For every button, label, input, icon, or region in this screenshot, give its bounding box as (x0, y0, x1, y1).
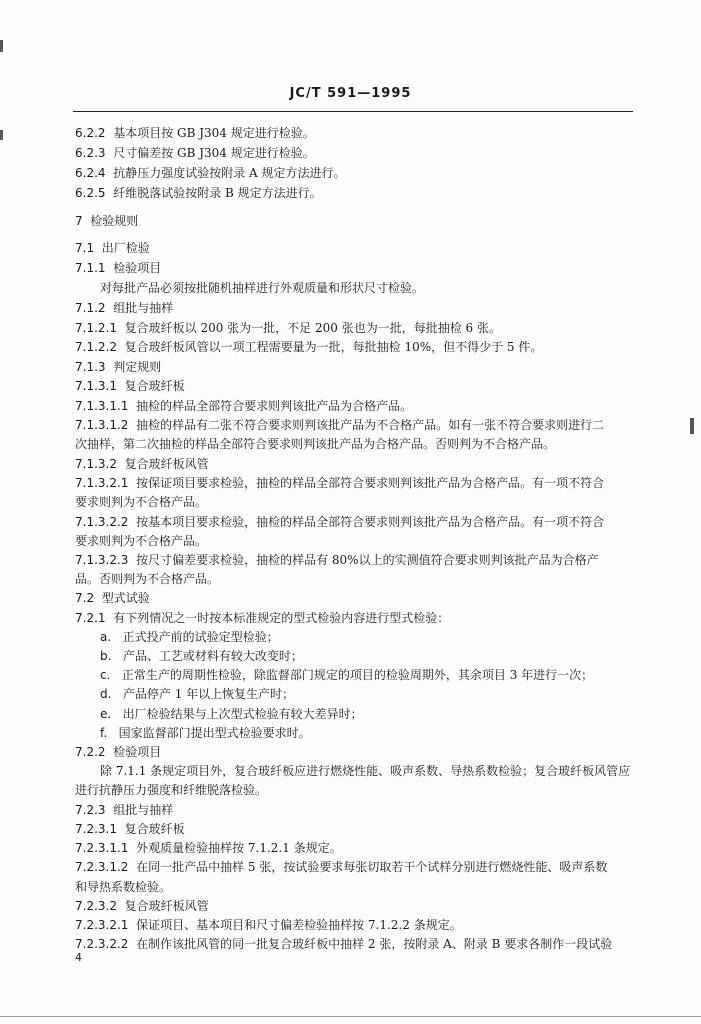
scan-edge-mark (0, 40, 3, 52)
scan-edge-mark (690, 418, 694, 434)
clause-line: 6.2.5 纤维脱落试验按附录 B 规定方法进行。 (75, 186, 322, 200)
clause-line: 7.1.3.1.2 抽检的样品有二张不符合要求则判该批产品为不合格产品。如有一张不符合要求则进行二 (75, 418, 605, 432)
standard-code-header: JC/T 591—1995 (289, 86, 412, 101)
clause-line: 7.1.3.2 复合玻纤板风管 (75, 457, 209, 471)
header-rule (73, 111, 633, 112)
page-number: 4 (75, 951, 82, 964)
body-text: 品。否则判为不合格产品。 (75, 572, 220, 586)
clause-line: 7.1.3.1.1 抽检的样品全部符合要求则判该批产品为合格产品。 (75, 399, 413, 413)
clause-line: 6.2.4 抗静压力强度试验按附录 A 规定方法进行。 (75, 166, 346, 180)
clause-line: 7.1.3.2.2 按基本项目要求检验，抽检的样品全部符合要求则判该批产品为合格产品。有一项不符合 (75, 515, 605, 529)
scan-edge-mark (0, 130, 3, 140)
section-heading: 7 检验规则 (75, 214, 139, 228)
clause-line: 7.1.3.2.3 按尺寸偏差要求检验，抽检的样品有 80%以上的实测值符合要求则判该批产品为合格产 (75, 553, 599, 567)
list-item: f. 国家监督部门提出型式检验要求时。 (100, 726, 311, 740)
clause-line: 7.2.3.1 复合玻纤板 (75, 822, 185, 836)
clause-line: 7.1.3.1 复合玻纤板 (75, 379, 185, 393)
list-item: c. 正常生产的周期性检验，除监督部门规定的项目的检验周期外，其余项目 3 年进行一次； (100, 668, 594, 682)
scan-bottom-edge (0, 1016, 701, 1017)
body-text: 进行抗静压力强度和纤维脱落检验。 (75, 783, 268, 797)
clause-line: 6.2.2 基本项目按 GB J304 规定进行检验。 (75, 126, 315, 140)
clause-line: 7.1.3.2.1 按保证项目要求检验，抽检的样品全部符合要求则判该批产品为合格产品。有一项不符合 (75, 476, 605, 490)
list-item: b. 产品、工艺或材料有较大改变时； (100, 649, 303, 663)
body-text: 和导热系数检验。 (75, 880, 172, 894)
body-text: 要求则判为不合格产品。 (75, 534, 208, 548)
clause-line: 7.1.2 组批与抽样 (75, 301, 174, 315)
clause-line: 7.1.2.1 复合玻纤板以 200 张为一批，不足 200 张也为一批，每批抽检 6 张。 (75, 321, 501, 335)
list-item: d. 产品停产 1 年以上恢复生产时； (100, 687, 295, 701)
list-item: a. 正式投产前的试验定型检验； (100, 630, 279, 644)
clause-line: 7.2.2 检验项目 (75, 745, 162, 759)
clause-line: 7.2.3 组批与抽样 (75, 803, 174, 817)
clause-line: 7.1 出厂检验 (75, 241, 150, 255)
clause-line: 7.1.1 检验项目 (75, 261, 162, 275)
body-text: 次抽样，第二次抽检的样品全部符合要求则判该批产品为合格产品。否则判为不合格产品。 (75, 437, 556, 451)
clause-line: 7.2.3.2 复合玻纤板风管 (75, 899, 209, 913)
clause-line: 7.1.3 判定规则 (75, 360, 162, 374)
clause-line: 7.2.3.2.1 保证项目、基本项目和尺寸偏差检验抽样按 7.1.2.2 条规定。 (75, 918, 462, 932)
clause-line: 7.2.3.1.2 在同一批产品中抽样 5 张，按试验要求每张切取若干个试样分别进行燃烧性能、吸声系数 (75, 860, 608, 874)
clause-line: 7.2.3.1.1 外观质量检验抽样按 7.1.2.1 条规定。 (75, 841, 342, 855)
clause-line: 7.1.2.2 复合玻纤板风管以一项工程需要量为一批，每批抽检 10%，但不得少于 5 件。 (75, 340, 543, 354)
body-text: 对每批产品必须按批随机抽样进行外观质量和形状尺寸检验。 (100, 281, 425, 295)
body-text: 要求则判为不合格产品。 (75, 495, 208, 509)
body-text: 除 7.1.1 条规定项目外，复合玻纤板应进行燃烧性能、吸声系数、导热系数检验；复合玻纤板风管应 (100, 764, 631, 778)
clause-line: 7.2 型式试验 (75, 591, 150, 605)
clause-line: 6.2.3 尺寸偏差按 GB J304 规定进行检验。 (75, 146, 315, 160)
clause-line: 7.2.3.2.2 在制作该批风管的同一批复合玻纤板中抽样 2 张，按附录 A、附录 B 要求各制作一段试验 (75, 937, 613, 951)
list-item: e. 出厂检验结果与上次型式检验有较大差异时； (100, 707, 363, 721)
clause-line: 7.2.1 有下列情况之一时按本标准规定的型式检验内容进行型式检验： (75, 611, 450, 625)
